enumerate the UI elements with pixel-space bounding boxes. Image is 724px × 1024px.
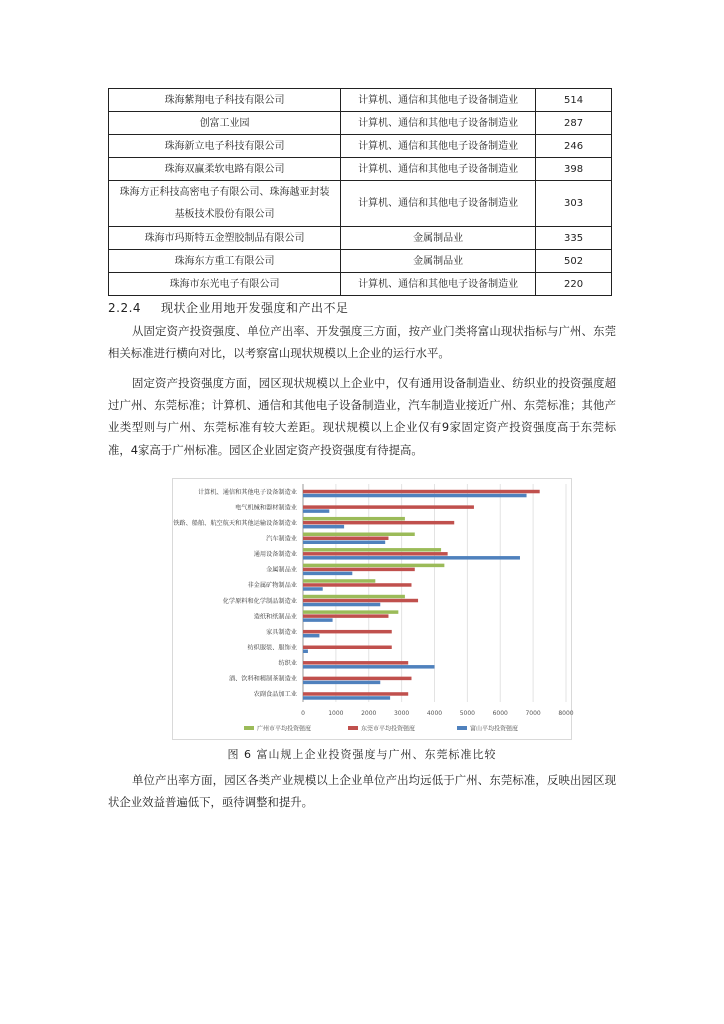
investment-intensity-chart xyxy=(172,478,572,740)
bar xyxy=(303,587,323,591)
table-cell-value: 514 xyxy=(536,89,612,112)
table-cell-name: 珠海市玛斯特五金塑胶制品有限公司 xyxy=(109,227,341,250)
table-row xyxy=(109,273,612,296)
category-label: 计算机、通信和其他电子设备制造业 xyxy=(198,488,297,496)
x-tick-label: 8000 xyxy=(558,710,574,717)
bar xyxy=(303,517,405,521)
table-row xyxy=(109,135,612,158)
bar xyxy=(303,618,333,622)
bar xyxy=(303,552,448,556)
bar xyxy=(303,599,418,603)
bar xyxy=(303,505,474,509)
bar xyxy=(303,509,329,512)
bar xyxy=(303,677,411,681)
table-cell-name-line: 基板技术股份有限公司 xyxy=(174,208,275,220)
legend-label: 广州市平均投资强度 xyxy=(257,725,312,733)
bar xyxy=(303,521,454,525)
bar xyxy=(303,595,405,599)
table-row xyxy=(109,112,612,135)
table-cell-industry: 计算机、通信和其他电子设备制造业 xyxy=(341,135,536,158)
table-row xyxy=(109,181,612,227)
category-label: 电气机械和器材制造业 xyxy=(235,504,297,512)
enterprise-table xyxy=(108,88,612,296)
bar xyxy=(303,692,408,696)
bar xyxy=(303,533,415,537)
table-cell-value: 502 xyxy=(536,250,612,273)
table-row xyxy=(109,158,612,181)
bar xyxy=(303,634,319,638)
table-cell-value: 287 xyxy=(536,112,612,135)
legend-swatch xyxy=(457,726,467,730)
category-label: 纺织服装、服饰业 xyxy=(247,644,297,652)
paragraph-intro: 从固定资产投资强度、单位产出率、开发强度三方面，按产业门类将富山现状指标与广州、东莞相关标准进行横向对比，以考察富山现状规模以上企业的运行水平。 xyxy=(108,324,616,361)
x-tick-label: 0 xyxy=(301,710,305,717)
paragraph-investment: 固定资产投资强度方面，园区现状规模以上企业中，仅有通用设备制造业、纺织业的投资强度超过广州、东莞标准；计算机、通信和其他电子设备制造业，汽车制造业接近广州、东莞标准；其他产业类型则与广州、东莞标准有较大差距。现状规模以上企业仅有9家固定资产投资强度高于东莞标准，4家高于广州标准。园区企业固定资产投资强度有待提高。 xyxy=(108,376,616,457)
x-tick-label: 6000 xyxy=(492,710,508,717)
table-cell-industry: 计算机、通信和其他电子设备制造业 xyxy=(341,273,536,296)
section-title: 现状企业用地开发强度和产出不足 xyxy=(161,301,349,315)
category-label: 农副食品加工业 xyxy=(253,691,297,699)
bar xyxy=(303,650,308,654)
table-cell-industry: 计算机、通信和其他电子设备制造业 xyxy=(341,181,536,227)
table-cell-name: 珠海紫翔电子科技有限公司 xyxy=(109,89,341,112)
x-tick-label: 3000 xyxy=(393,710,410,717)
figure-caption: 图 6 富山规上企业投资强度与广州、东莞标准比较 xyxy=(227,748,497,761)
table-cell-industry: 计算机、通信和其他电子设备制造业 xyxy=(341,112,536,135)
bar xyxy=(303,630,392,634)
bar xyxy=(303,583,411,587)
bar xyxy=(303,541,385,545)
x-tick-label: 5000 xyxy=(459,710,476,717)
table-cell-value: 335 xyxy=(536,227,612,250)
bar xyxy=(303,525,344,529)
legend-label: 富山平均投资强度 xyxy=(470,725,519,733)
bar xyxy=(303,665,435,669)
table-cell-name: 珠海市东光电子有限公司 xyxy=(109,273,341,296)
section-number: 2.2.4 xyxy=(108,301,142,315)
x-tick-label: 7000 xyxy=(525,710,541,717)
table-row xyxy=(109,250,612,273)
table-row xyxy=(109,89,612,112)
bar xyxy=(303,610,398,614)
category-label: 通用设备制造业 xyxy=(253,551,297,559)
category-label: 化学原料和化学制品制造业 xyxy=(222,597,297,605)
table-cell-value: 246 xyxy=(536,135,612,158)
category-label: 汽车制造业 xyxy=(266,535,297,543)
table-cell-value: 303 xyxy=(536,181,612,227)
legend-label: 东莞市平均投资强度 xyxy=(361,725,416,733)
x-tick-label: 1000 xyxy=(328,710,344,717)
bar xyxy=(303,572,352,576)
bar xyxy=(303,548,441,552)
bar xyxy=(303,556,520,560)
bar xyxy=(303,579,375,583)
category-label: 纺织业 xyxy=(278,660,297,668)
bar xyxy=(303,661,408,665)
table-cell-industry: 金属制品业 xyxy=(341,227,536,250)
category-label: 铁路、船舶、航空航天和其他运输设备制造业 xyxy=(173,519,297,527)
bar xyxy=(303,681,380,685)
section-heading xyxy=(108,299,349,316)
table-cell-name-line: 珠海方正科技高密电子有限公司、珠海越亚封装 xyxy=(119,186,330,198)
bar xyxy=(303,564,444,568)
bar xyxy=(303,490,540,494)
bar xyxy=(303,537,388,541)
x-tick-label: 2000 xyxy=(361,710,377,717)
table-cell-industry: 计算机、通信和其他电子设备制造业 xyxy=(341,158,536,181)
legend-swatch xyxy=(244,726,254,730)
table-cell-industry: 金属制品业 xyxy=(341,250,536,273)
category-label: 非金属矿物制品业 xyxy=(247,582,297,590)
table-cell-name: 珠海双赢柔软电路有限公司 xyxy=(109,158,341,181)
table-cell-industry: 计算机、通信和其他电子设备制造业 xyxy=(341,89,536,112)
bar xyxy=(303,696,390,700)
table-row xyxy=(109,227,612,250)
bar xyxy=(303,494,527,498)
x-tick-label: 4000 xyxy=(426,710,443,717)
bar xyxy=(303,568,415,572)
table-cell-name xyxy=(109,181,341,227)
category-label: 造纸和纸制品业 xyxy=(253,613,297,621)
bar xyxy=(303,614,388,618)
table-cell-name: 珠海新立电子科技有限公司 xyxy=(109,135,341,158)
category-label: 酒、饮料和精制茶制造业 xyxy=(228,675,297,683)
table-cell-value: 398 xyxy=(536,158,612,181)
bar xyxy=(303,646,392,650)
table-cell-value: 220 xyxy=(536,273,612,296)
bar xyxy=(303,603,380,607)
table-cell-name: 珠海东方重工有限公司 xyxy=(109,250,341,273)
paragraph-output: 单位产出率方面，园区各类产业规模以上企业单位产出均远低于广州、东莞标准，反映出园区现状企业效益普遍低下，亟待调整和提升。 xyxy=(108,773,616,810)
category-label: 家具制造业 xyxy=(266,628,297,636)
legend-swatch xyxy=(348,726,358,730)
category-label: 金属制品业 xyxy=(266,566,297,574)
table-cell-name: 创富工业园 xyxy=(109,112,341,135)
